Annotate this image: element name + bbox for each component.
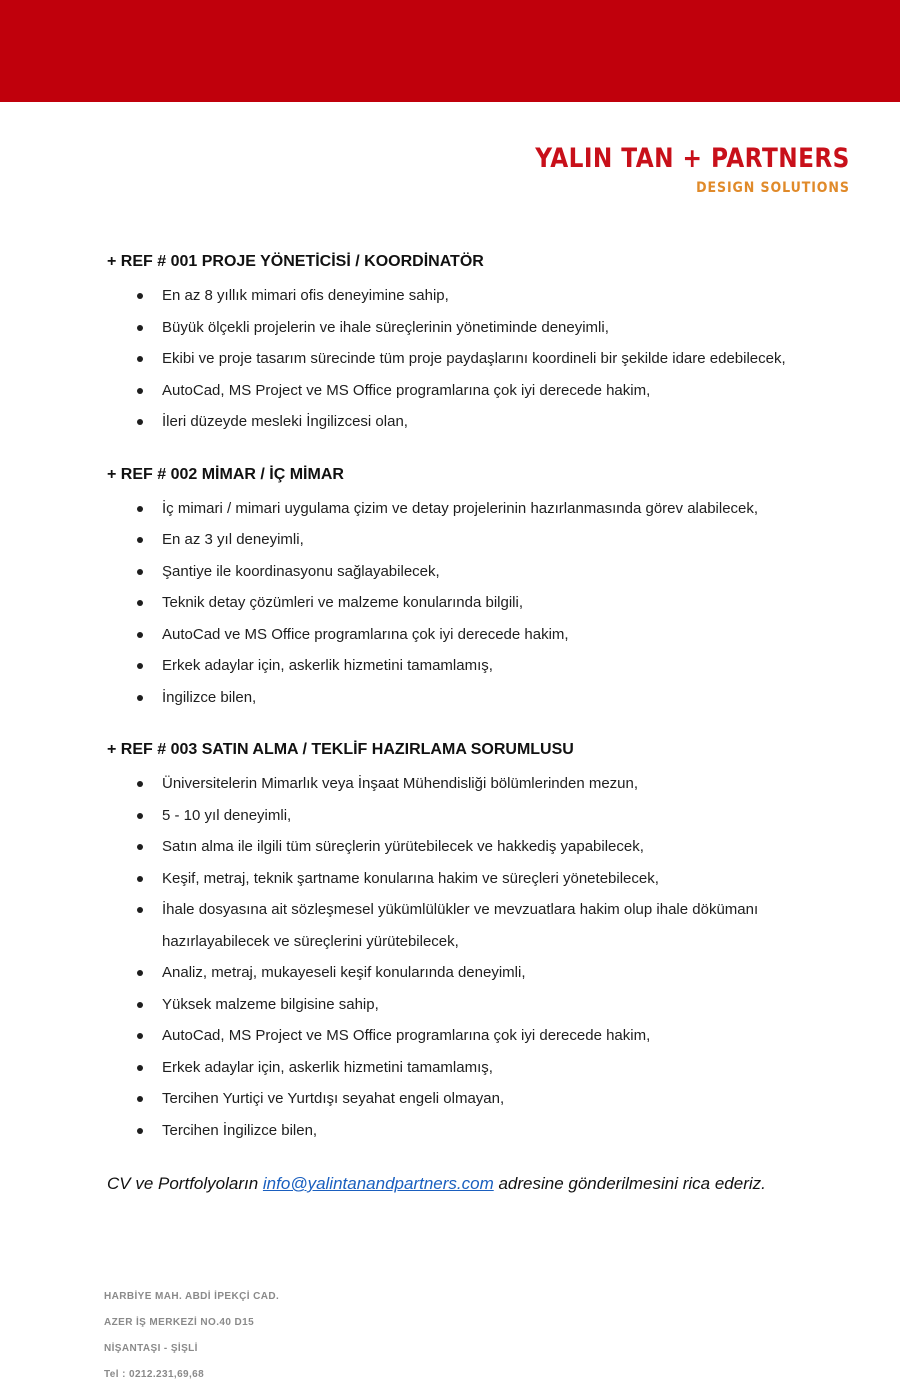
job-section-ref-003	[107, 738, 827, 1146]
list-item: AutoCad, MS Project ve MS Office programlarına çok iyi derecede hakim,	[107, 1020, 827, 1052]
list-item: Şantiye ile koordinasyonu sağlayabilecek,	[107, 556, 827, 588]
list-item: İngilizce bilen,	[107, 682, 827, 714]
list-item: Tercihen Yurtiçi ve Yurtdışı seyahat engeli olmayan,	[107, 1083, 827, 1115]
section-title: + REF # 003 SATIN ALMA / TEKLİF HAZIRLAMA SORUMLUSU	[107, 741, 574, 758]
section-title: + REF # 001 PROJE YÖNETİCİSİ / KOORDİNATÖR	[107, 253, 484, 270]
phone-number: Tel : 0212.231,69,68	[104, 1369, 205, 1380]
job-section-ref-001	[107, 250, 827, 438]
company-logo	[484, 142, 850, 198]
requirements-list	[107, 280, 827, 438]
list-item: İç mimari / mimari uygulama çizim ve detay projelerinin hazırlanmasında görev alabilecek,	[107, 493, 827, 525]
list-item: Analiz, metraj, mukayeseli keşif konularında deneyimli,	[107, 957, 827, 989]
list-item: AutoCad ve MS Office programlarına çok iyi derecede hakim,	[107, 619, 827, 651]
address-line: AZER İŞ MERKEZİ NO.40 D15	[104, 1317, 255, 1328]
requirements-list	[107, 768, 827, 1146]
cta-text-before: CV ve Portfolyoların	[107, 1174, 263, 1193]
list-item: Erkek adaylar için, askerlik hizmetini tamamlamış,	[107, 650, 827, 682]
list-item: Satın alma ile ilgili tüm süreçlerin yürütebilecek ve hakkediş yapabilecek,	[107, 831, 827, 863]
email-link[interactable]: info@yalintanandpartners.com	[262, 1174, 494, 1193]
logo-title: YALIN TAN + PARTNERS	[535, 143, 850, 174]
list-item: Tercihen İngilizce bilen,	[107, 1115, 827, 1147]
company-address	[104, 1284, 279, 1388]
address-line: NİŞANTAŞI - ŞİŞLİ	[104, 1343, 198, 1354]
list-item: Keşif, metraj, teknik şartname konularına hakim ve süreçleri yönetebilecek,	[107, 863, 827, 895]
list-item: En az 3 yıl deneyimli,	[107, 524, 827, 556]
job-section-ref-002	[107, 463, 827, 714]
top-banner	[0, 0, 900, 102]
application-note	[107, 1171, 827, 1197]
job-listings	[107, 250, 827, 1197]
list-item: İleri düzeyde mesleki İngilizcesi olan,	[107, 406, 827, 438]
list-item: Yüksek malzeme bilgisine sahip,	[107, 989, 827, 1021]
list-item: Teknik detay çözümleri ve malzeme konularında bilgili,	[107, 587, 827, 619]
list-item: Ekibi ve proje tasarım sürecinde tüm proje paydaşlarını koordineli bir şekilde idare edebilecek,	[107, 343, 827, 375]
list-item: En az 8 yıllık mimari ofis deneyimine sahip,	[107, 280, 827, 312]
list-item: Erkek adaylar için, askerlik hizmetini tamamlamış,	[107, 1052, 827, 1084]
list-item: AutoCad, MS Project ve MS Office programlarına çok iyi derecede hakim,	[107, 375, 827, 407]
address-line: HARBİYE MAH. ABDİ İPEKÇİ CAD.	[104, 1291, 280, 1302]
cta-text-after: adresine gönderilmesini rica ederiz.	[493, 1174, 766, 1193]
list-item: 5 - 10 yıl deneyimli,	[107, 800, 827, 832]
list-item: İhale dosyasına ait sözleşmesel yükümlülükler ve mevzuatlara hakim olup ihale dökümanı hazırlayabilecek ve süreçlerini yürütebilecek,	[107, 894, 827, 957]
list-item: Üniversitelerin Mimarlık veya İnşaat Mühendisliği bölümlerinden mezun,	[107, 768, 827, 800]
list-item: Büyük ölçekli projelerin ve ihale süreçlerinin yönetiminde deneyimli,	[107, 312, 827, 344]
logo-subtitle: DESIGN SOLUTIONS	[696, 180, 850, 196]
section-title: + REF # 002 MİMAR / İÇ MİMAR	[107, 465, 344, 483]
requirements-list	[107, 493, 827, 714]
